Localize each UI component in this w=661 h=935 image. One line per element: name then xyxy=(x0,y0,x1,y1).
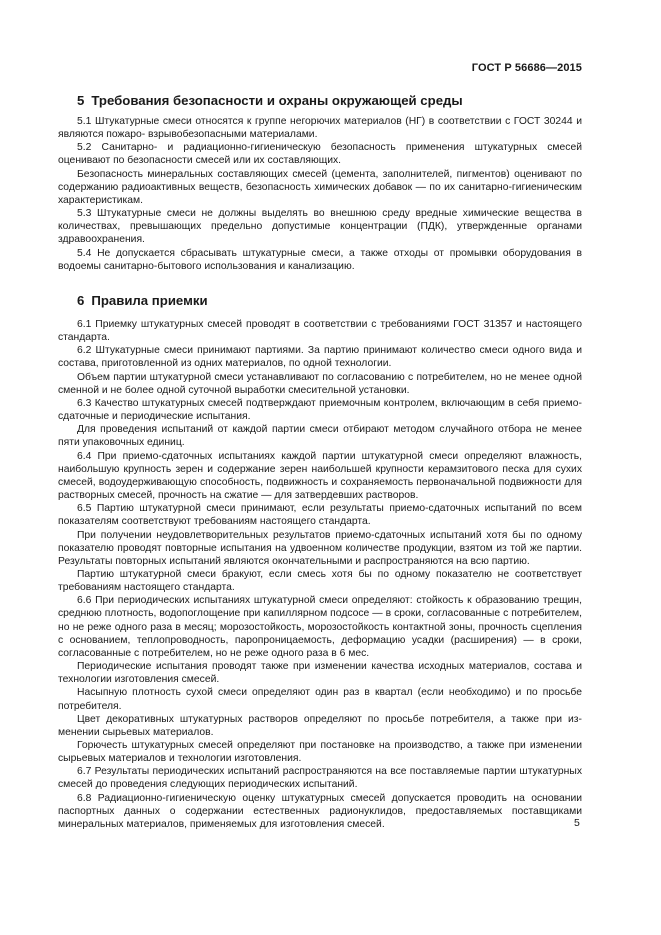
paragraph-6-6-d: Горючесть штукатурных смесей определяют при постановке на производство, а также при изменении сырьевых материалов и технологии изготовления. xyxy=(58,740,582,765)
paragraph-6-8: 6.8 Радиационно-гигиеническую оценку штукатурных смесей допускается проводить на основании паспортных данных о содержании естественных радионуклидов, предоставляемых поставщиками минеральных материалов, применяемых для изготовления смесей. xyxy=(58,792,582,830)
paragraph-6-5-a: При получении неудовлетворительных результатов приемо-сдаточных испытаний хотя бы по одному показателю проводят повторные испытания на удвоенном количестве продукции, взятом из той же партии. Результаты повторных испытаний являются окончательными и распространяются на всю партию. xyxy=(58,529,582,567)
section-5-number: 5 xyxy=(77,93,85,108)
paragraph-6-6-b: Насыпную плотность сухой смеси определяют один раз в квартал (если необходимо) и по просьбе потребителя. xyxy=(58,687,582,712)
paragraph-5-4: 5.4 Не допускается сбрасывать штукатурные смеси, а также отходы от промывки оборудования в водоемы санитарно-бытового использования и канализацию. xyxy=(58,247,582,272)
section-5-title: Требования безопасности и охраны окружающей среды xyxy=(91,93,463,108)
paragraph-6-3-a: Для проведения испытаний от каждой партии смеси отбирают методом случайного отбора не менее пяти упаковочных единиц. xyxy=(58,424,582,449)
paragraph-6-7: 6.7 Результаты периодических испытаний распространяются на все поставляемые партии штукатурных смесей до проведения следующих периодических испытаний. xyxy=(58,766,582,791)
page-number: 5 xyxy=(574,817,580,829)
section-6-body xyxy=(58,318,582,831)
section-6-number: 6 xyxy=(77,293,85,308)
paragraph-6-5-b: Партию штукатурной смеси бракуют, если смесь хотя бы по одному показателю не соответствует требованиям настоящего стандарта. xyxy=(58,568,582,594)
paragraph-6-4: 6.4 При приемо-сдаточных испытаниях каждой партии штукатурной смеси определяют влажность, наибольшую крупность зерен и содержание зерен наибольшей крупности керамзитового песка для сухих смесей, водоудерживающую способность, подвижность и сохраняемость первоначальной подвижности для растворных смесей, прочность на сжатие — для затвердевших растворов. xyxy=(58,450,582,502)
paragraph-6-6-a: Периодические испытания проводят также при изменении качества исходных материалов, состава и технологии изготовления смесей. xyxy=(58,661,582,686)
paragraph-6-5: 6.5 Партию штукатурной смеси принимают, если результаты приемо-сдаточных испытаний по всем показателям соответствуют требованиям настоящего стандарта. xyxy=(58,503,582,528)
paragraph-6-3: 6.3 Качество штукатурных смесей подтверждают приемочным контролем, включающим в себя приемо-сдаточные и периодические испытания. xyxy=(58,397,582,423)
section-5-body xyxy=(58,115,582,273)
document-code: ГОСТ Р 56686—2015 xyxy=(471,62,582,74)
paragraph-6-1: 6.1 Приемку штукатурных смесей проводят в соответствии с требованиями ГОСТ 31357 и настоящего стандарта. xyxy=(58,319,582,344)
paragraph-6-6: 6.6 При периодических испытаниях штукатурной смеси определяют: стойкость к образованию трещин, среднюю плотность, водопоглощение при капиллярном подсосе — в сроки, согласованные с потребителем, но не реже одного раза в месяц; морозостойкость, морозостойкость контактной зоны, прочность сцепления с основанием, теплопроводность, паропроницаемость, деформацию усадки (расширения) — в сроки, согласованные с потребителем, но не реже одного раза в 6 мес. xyxy=(58,595,582,659)
paragraph-6-2-a: Объем партии штукатурной смеси устанавливают по согласованию с потребителем, но не менее одной сменной и не более одной суточной выработки смесительной установки. xyxy=(58,371,582,396)
paragraph-5-2: 5.2 Санитарно- и радиационно-гигиеническую безопасность применения штукатурных смесей оценивают по безопасности смесей или их составляющих. xyxy=(58,142,582,167)
paragraph-6-6-c: Цвет декоративных штукатурных растворов определяют по просьбе потребителя, а также при изменении сырьевых материалов. xyxy=(58,713,582,738)
paragraph-5-2-a: Безопасность минеральных составляющих смесей (цемента, заполнителей, пигментов) оценивают по содержанию радиоактивных веществ, безопасность химических добавок — по их санитарно-гигиеническим характеристикам. xyxy=(58,168,582,206)
paragraph-5-1: 5.1 Штукатурные смеси относятся к группе негорючих материалов (НГ) в соответствии с ГОСТ 30244 и являются пожаро- взрывобезопасными материалами. xyxy=(58,116,582,141)
paragraph-6-2: 6.2 Штукатурные смеси принимают партиями. За партию принимают количество смеси одного вида и состава, приготовленной из одних материалов, по одной технологии. xyxy=(58,345,582,370)
section-6-title: Правила приемки xyxy=(91,293,208,308)
paragraph-5-3: 5.3 Штукатурные смеси не должны выделять во внешнюю среду вредные химические вещества в количествах, превышающих предельно допустимые концентрации (ПДК), утвержденные органами здравоохранения. xyxy=(58,208,582,246)
section-5-heading xyxy=(77,93,463,108)
section-6-heading xyxy=(77,293,208,308)
